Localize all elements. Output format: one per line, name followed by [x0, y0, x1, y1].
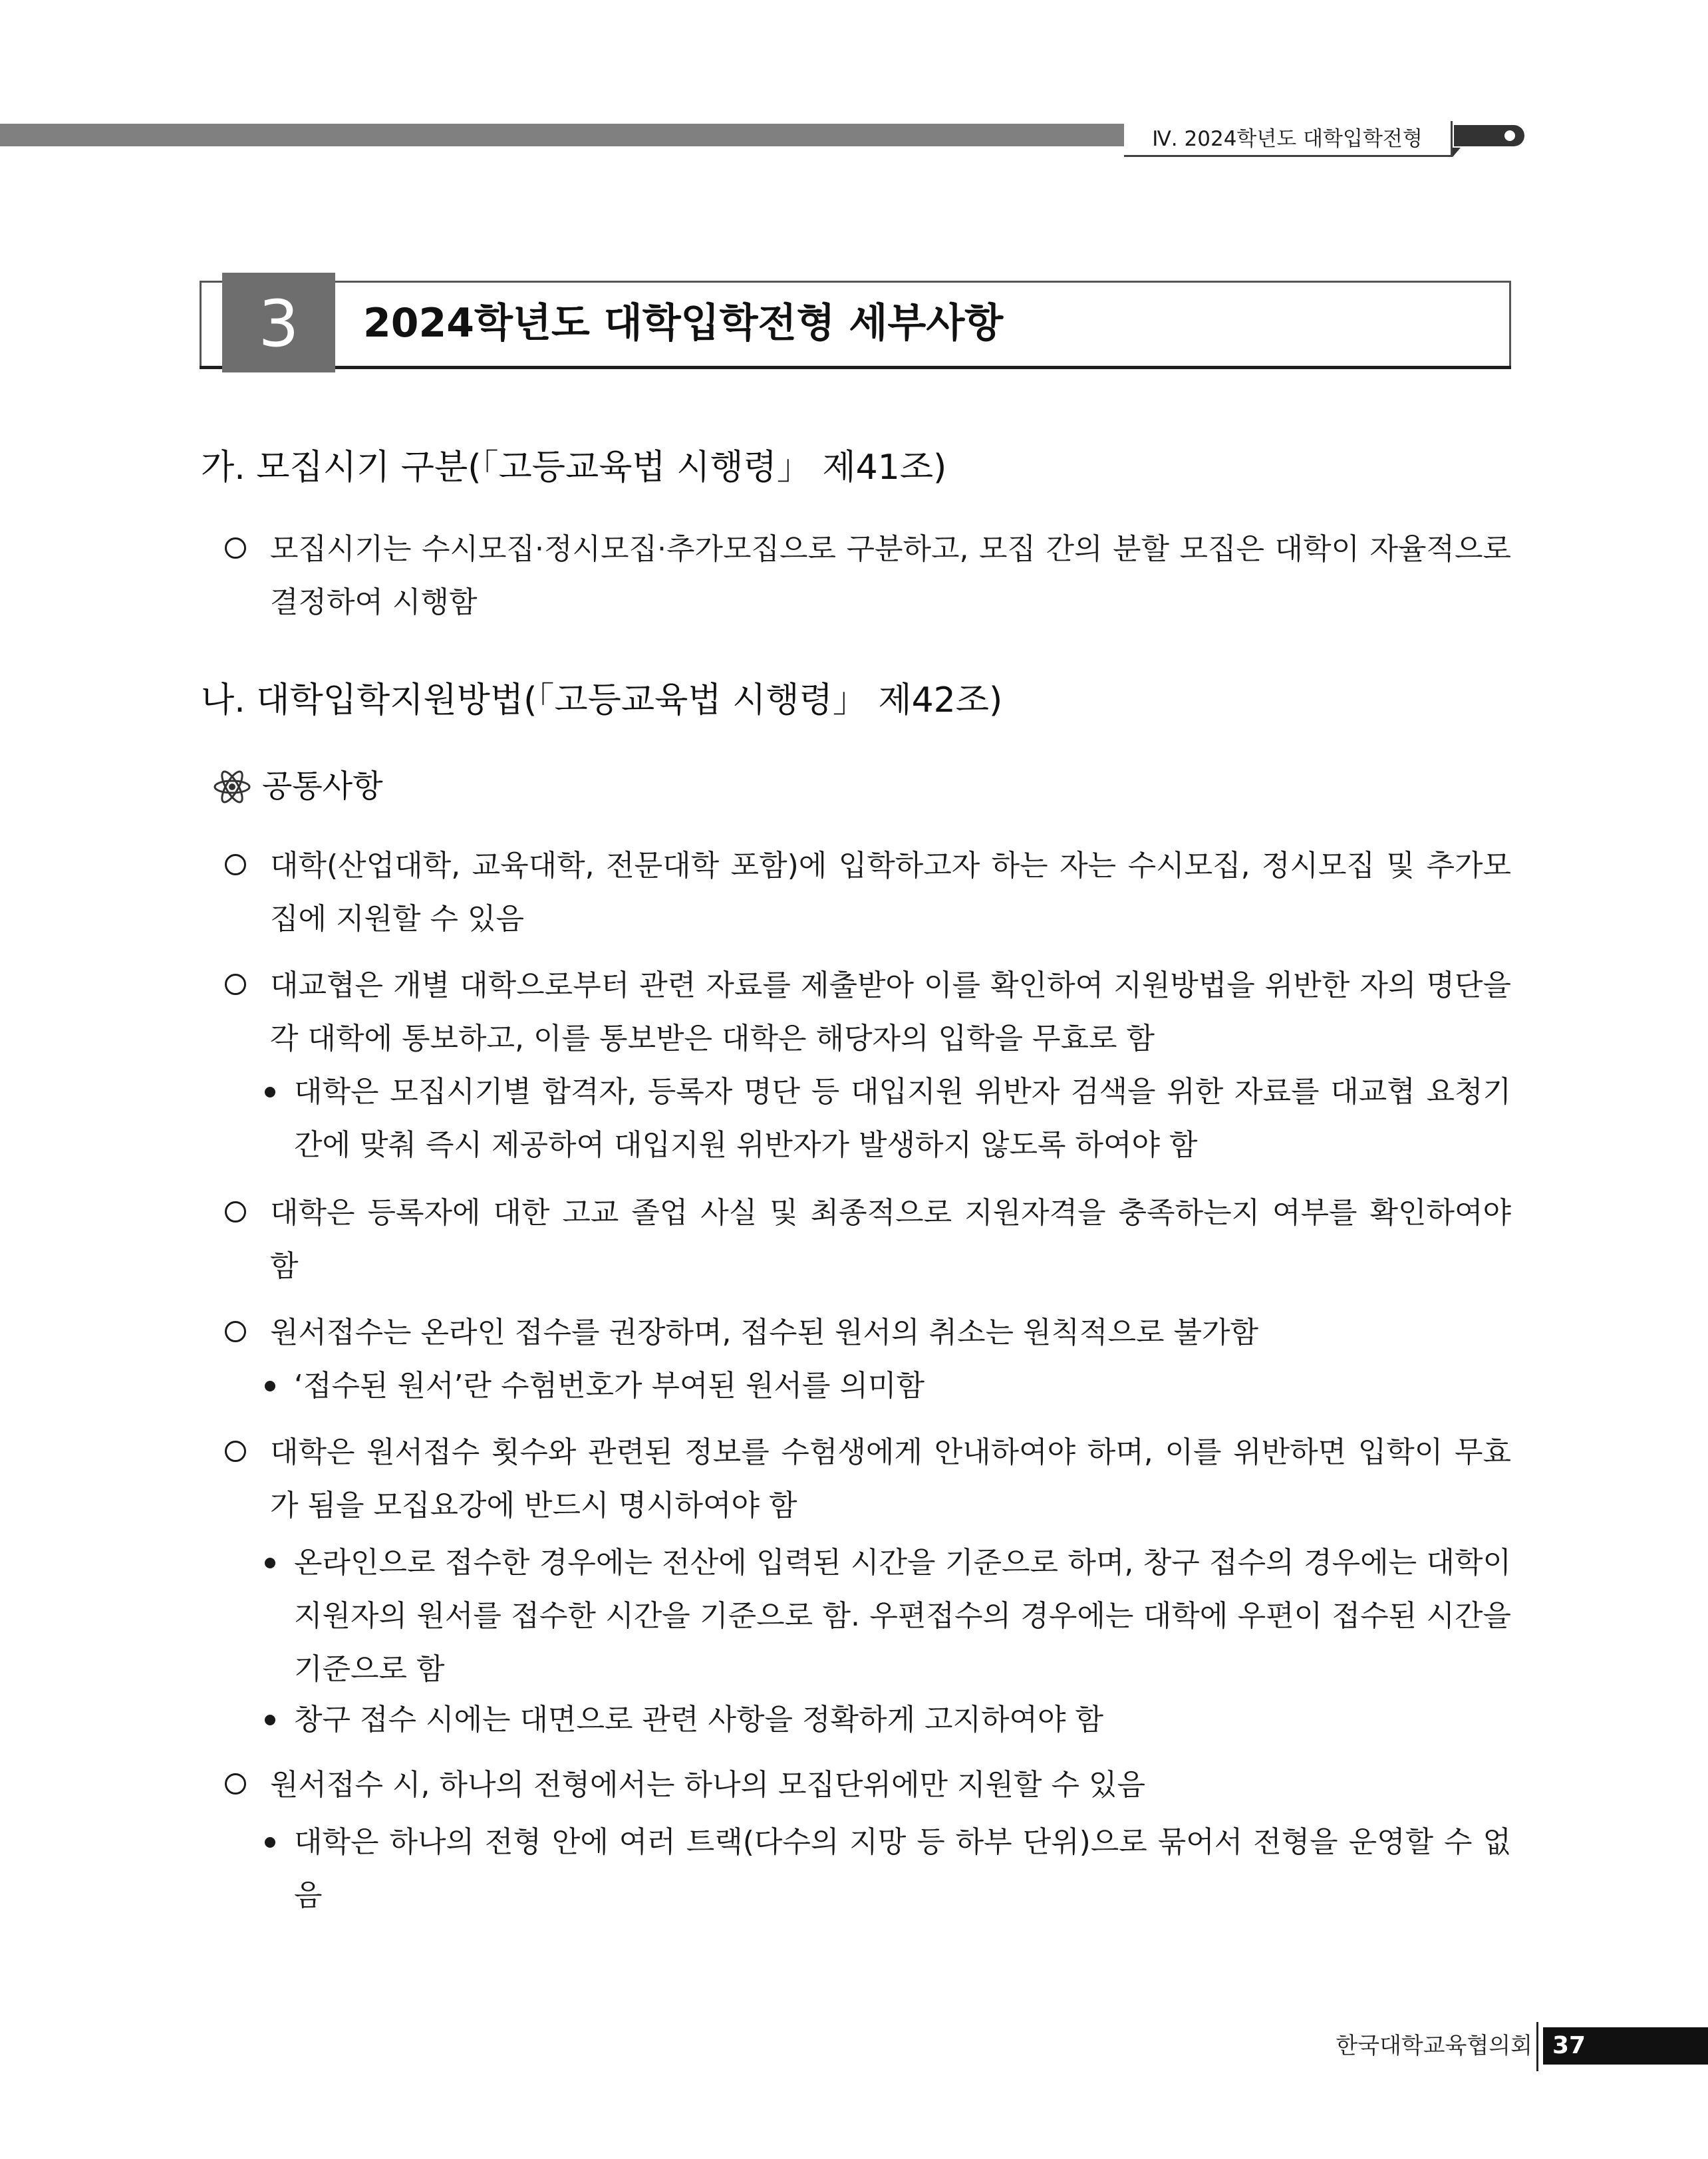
circle-item [225, 1759, 1511, 1812]
bullet-item [265, 1816, 1511, 1922]
footer-organization: 한국대학교육협의회 [1336, 2033, 1532, 2059]
bullet-item-text: 온라인으로 접수한 경우에는 전산에 입력된 시간을 기준으로 하며, 창구 접수의 경우에는 대학이 지원자의 원서를 접수한 시간을 기준으로 함. 우편접수의 경우에는 대학에 우편이 접수된 시간을 기준으로 함 [294, 1546, 1511, 1686]
chapter-label: Ⅳ. 2024학년도 대학입학전형 [1124, 121, 1453, 157]
circle-item-text: 대학(산업대학, 교육대학, 전문대학 포함)에 입학하고자 하는 자는 수시모집, 정시모집 및 추가모집에 지원할 수 있음 [270, 849, 1511, 936]
page-number: 37 [1552, 2032, 1586, 2059]
circle-item-text: 모집시기는 수시모집·정시모집·추가모집으로 구분하고, 모집 간의 분할 모집은 대학이 자율적으로 결정하여 시행함 [270, 532, 1511, 619]
header-fold-decoration [1453, 148, 1461, 157]
circle-item-text: 원서접수는 온라인 접수를 권장하며, 접수된 원서의 취소는 원칙적으로 불가함 [270, 1316, 1259, 1350]
circle-item-text: 대학은 등록자에 대한 고교 졸업 사실 및 최종적으로 지원자격을 충족하는지 여부를 확인하여야 함 [270, 1196, 1511, 1283]
bullet-item-text: ‘접수된 원서’란 수험번호가 부여된 원서를 의미함 [294, 1369, 925, 1403]
circle-bullet-icon [225, 974, 246, 995]
common-items-heading [213, 765, 383, 809]
subsection-heading-na: 나. 대학입학지원방법(「고등교육법 시행령」 제42조) [201, 680, 1003, 720]
dot-bullet-icon [265, 1715, 275, 1725]
header-dot-icon [1504, 130, 1515, 141]
dot-bullet-icon [265, 1558, 275, 1568]
section-title-underline [200, 366, 1511, 369]
bullet-item-text: 창구 접수 시에는 대면으로 관련 사항을 정확하게 고지하여야 함 [294, 1703, 1103, 1737]
bullet-item [265, 1360, 1511, 1413]
bullet-item-text: 대학은 하나의 전형 안에 여러 트랙(다수의 지망 등 하부 단위)으로 묶어서 전형을 운영할 수 없음 [294, 1825, 1511, 1912]
circle-item-text: 대학은 원서접수 횟수와 관련된 정보를 수험생에게 안내하여야 하며, 이를 위반하면 입학이 무효가 됨을 모집요강에 반드시 명시하여야 함 [270, 1435, 1511, 1522]
circle-bullet-icon [225, 537, 246, 559]
dot-bullet-icon [265, 1381, 275, 1391]
footer-divider [1536, 2022, 1538, 2071]
bullet-item [265, 1536, 1511, 1696]
circle-item-text: 대교협은 개별 대학으로부터 관련 자료를 제출받아 이를 확인하여 지원방법을 위반한 자의 명단을 각 대학에 통보하고, 이를 통보받은 대학은 해당자의 입학을 무효로 함 [270, 968, 1511, 1056]
section-title: 2024학년도 대학입학전형 세부사항 [363, 300, 1004, 347]
circle-item [225, 839, 1511, 946]
circle-bullet-icon [225, 1441, 246, 1462]
circle-item [225, 523, 1511, 629]
common-items-label: 공통사항 [262, 768, 383, 805]
circle-item-text: 원서접수 시, 하나의 전형에서는 하나의 모집단위에만 지원할 수 있음 [270, 1768, 1145, 1802]
bullet-item [265, 1693, 1511, 1747]
circle-bullet-icon [225, 1321, 246, 1342]
bullet-item-text: 대학은 모집시기별 합격자, 등록자 명단 등 대입지원 위반자 검색을 위한 자료를 대교협 요청기간에 맞춰 즉시 제공하여 대입지원 위반자가 발생하지 않도록 하여야 함 [294, 1075, 1511, 1162]
circle-item [225, 1426, 1511, 1532]
circle-item [225, 1187, 1511, 1293]
bullet-item [265, 1066, 1511, 1172]
subsection-heading-ga: 가. 모집시기 구분(「고등교육법 시행령」 제41조) [201, 448, 947, 488]
dot-bullet-icon [265, 1837, 275, 1848]
circle-bullet-icon [225, 1201, 246, 1223]
circle-item [225, 1306, 1511, 1360]
circle-bullet-icon [225, 1773, 246, 1795]
atom-icon [213, 770, 251, 803]
section-number: 3 [258, 287, 299, 361]
circle-item [225, 959, 1511, 1066]
circle-bullet-icon [225, 854, 246, 875]
header-bar [0, 124, 1124, 146]
dot-bullet-icon [265, 1087, 275, 1097]
